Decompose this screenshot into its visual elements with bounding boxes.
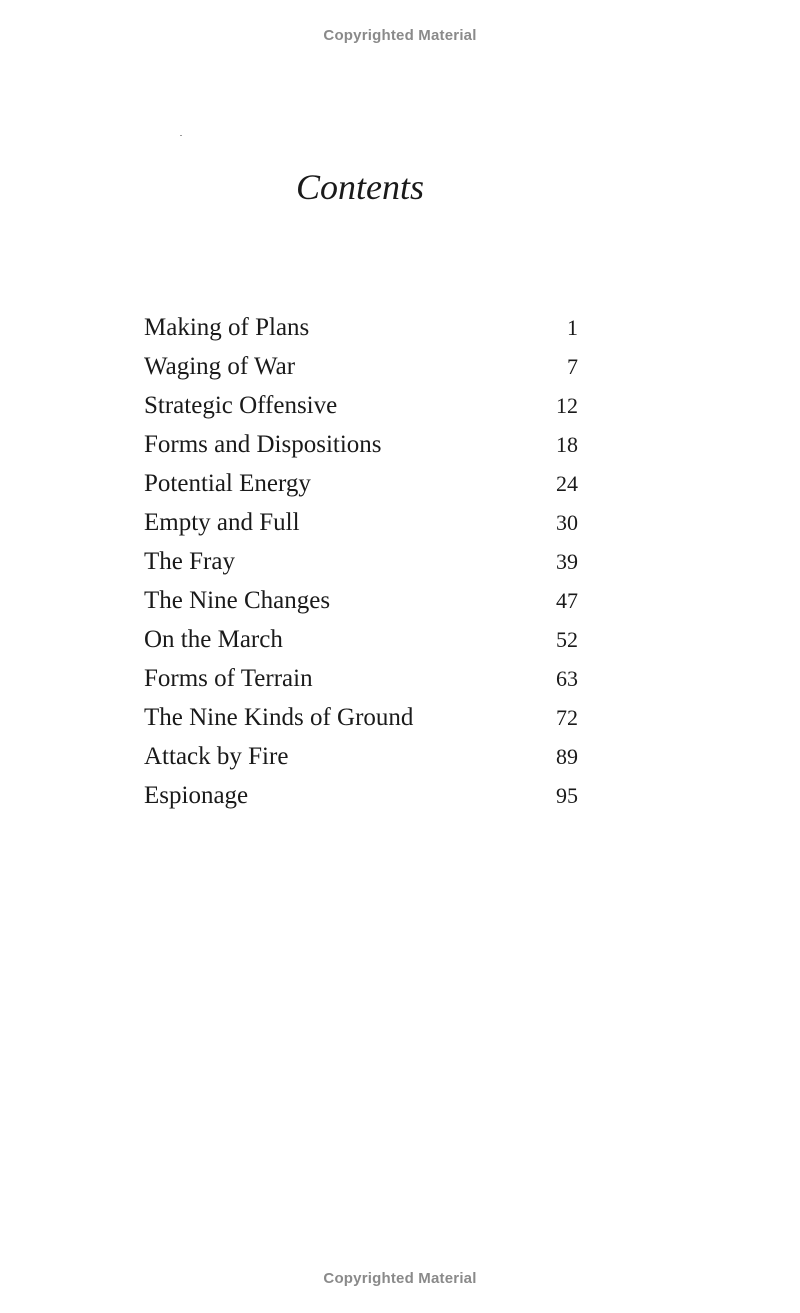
toc-entry	[144, 776, 578, 815]
toc-entry-title: Strategic Offensive	[144, 392, 338, 419]
toc-entry-page: 95	[556, 783, 578, 808]
page-title: Contents	[295, 167, 424, 207]
scan-speck	[180, 135, 182, 136]
toc-entry-title: The Fray	[144, 548, 235, 575]
toc-entry	[144, 503, 578, 542]
toc-entry	[144, 581, 578, 620]
toc-entry-page: 63	[556, 666, 578, 691]
toc-entry-page: 47	[556, 588, 578, 613]
toc-entry-page: 18	[556, 432, 578, 457]
watermark-top: Copyrighted Material	[323, 27, 477, 44]
toc-entry	[144, 386, 578, 425]
toc-entry-title: Forms of Terrain	[144, 665, 313, 692]
toc-entry	[144, 698, 578, 737]
toc-entry-page: 24	[556, 471, 578, 496]
toc-entry	[144, 308, 578, 347]
toc-entry	[144, 620, 578, 659]
toc-entry-title: Empty and Full	[144, 509, 300, 536]
watermark-bottom: Copyrighted Material	[323, 1270, 477, 1287]
toc-entry-title: Making of Plans	[144, 314, 310, 341]
toc-entry-title: Potential Energy	[144, 470, 311, 497]
toc-entry-page: 89	[556, 744, 578, 769]
toc-entry	[144, 659, 578, 698]
toc-entry-page: 30	[556, 510, 578, 535]
toc-entry-page: 39	[556, 549, 578, 574]
toc-entry-page: 52	[556, 627, 578, 652]
toc-entry	[144, 737, 578, 776]
toc-entry-page: 1	[567, 315, 578, 340]
toc-entry-title: Espionage	[144, 782, 249, 809]
toc-entry	[144, 347, 578, 386]
toc-entry-title: The Nine Changes	[144, 587, 331, 614]
toc-entry-title: On the March	[144, 626, 283, 653]
toc-entry-page: 12	[556, 393, 578, 418]
toc-entry	[144, 542, 578, 581]
toc-entry	[144, 425, 578, 464]
toc-entry-title: Waging of War	[144, 353, 296, 380]
toc-entry-page: 72	[556, 705, 578, 730]
table-of-contents	[144, 308, 578, 815]
toc-entry	[144, 464, 578, 503]
toc-entry-page: 7	[567, 354, 578, 379]
toc-entry-title: Forms and Dispositions	[144, 431, 382, 458]
toc-entry-title: Attack by Fire	[144, 743, 289, 770]
toc-entry-title: The Nine Kinds of Ground	[144, 704, 414, 731]
